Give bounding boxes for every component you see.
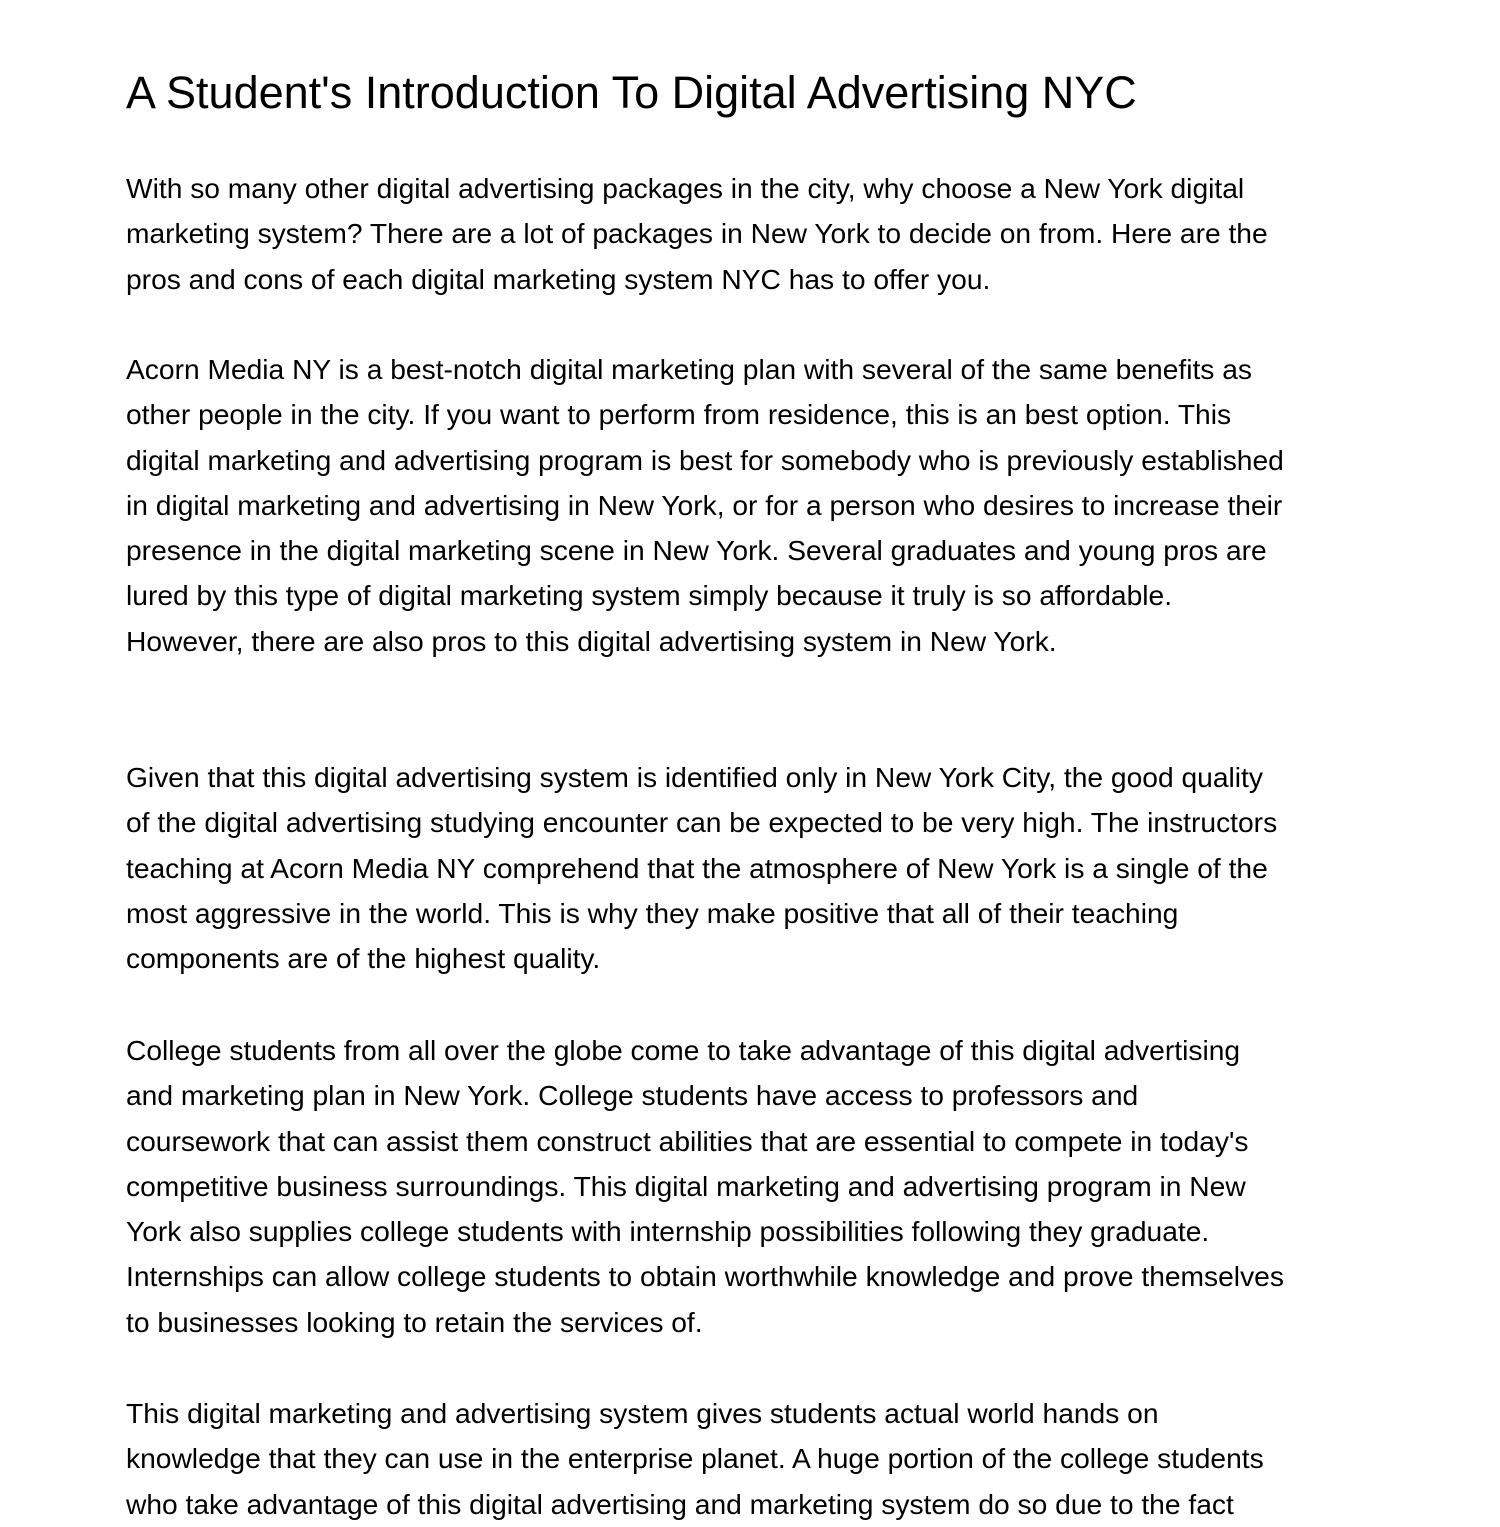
paragraph-5 bbox=[126, 1391, 1426, 1527]
text-line: in digital marketing and advertising in New York, or for a person who desires to increase their bbox=[126, 488, 1283, 521]
paragraph-2 bbox=[126, 347, 1426, 664]
text-line: competitive business surroundings. This digital marketing and advertising program in New bbox=[126, 1169, 1246, 1202]
paragraph-4 bbox=[126, 1028, 1426, 1345]
text-line: digital marketing and advertising program is best for somebody who is previously established bbox=[126, 443, 1284, 476]
text-line: of the digital advertising studying encounter can be expected to be very high. The instructors bbox=[126, 806, 1278, 839]
text-line: Given that this digital advertising system is identified only in New York City, the good quality bbox=[126, 761, 1263, 793]
text-line: teaching at Acorn Media NY comprehend that the atmosphere of New York is a single of the bbox=[126, 851, 1268, 884]
text-line: lured by this type of digital marketing system simply because it truly is so affordable. bbox=[126, 579, 1173, 612]
text-line: This digital marketing and advertising system gives students actual world hands on bbox=[126, 1397, 1159, 1429]
text-line: and marketing plan in New York. College students have access to professors and bbox=[126, 1079, 1139, 1112]
text-line: knowledge that they can use in the enterprise planet. A huge portion of the college students bbox=[126, 1442, 1264, 1475]
text-line: who take advantage of this digital advertising and marketing system do so due to the fact bbox=[126, 1487, 1234, 1520]
text-line: other people in the city. If you want to perform from residence, this is an best option. This bbox=[126, 398, 1232, 431]
paragraph-1 bbox=[126, 166, 1426, 302]
text-line: to businesses looking to retain the services of. bbox=[126, 1305, 703, 1338]
document-title: A Student's Introduction To Digital Advertising NYC bbox=[126, 67, 1137, 118]
text-line: With so many other digital advertising packages in the city, why choose a New York digital bbox=[126, 172, 1245, 204]
text-line: presence in the digital marketing scene in New York. Several graduates and young pros are bbox=[126, 534, 1267, 567]
text-line: College students from all over the globe come to take advantage of this digital advertising bbox=[126, 1034, 1241, 1066]
text-line: components are of the highest quality. bbox=[126, 942, 601, 975]
text-line: Internships can allow college students to obtain worthwhile knowledge and prove themselves bbox=[126, 1260, 1284, 1293]
text-line: Acorn Media NY is a best-notch digital marketing plan with several of the same benefits as bbox=[126, 353, 1252, 385]
paragraph-3 bbox=[126, 755, 1426, 981]
text-line: coursework that can assist them construct abilities that are essential to compete in today's bbox=[126, 1124, 1249, 1157]
text-line: However, there are also pros to this digital advertising system in New York. bbox=[126, 624, 1057, 657]
text-line: York also supplies college students with internship possibilities following they graduate. bbox=[126, 1215, 1210, 1248]
text-line: pros and cons of each digital marketing system NYC has to offer you. bbox=[126, 262, 991, 295]
text-line: marketing system? There are a lot of packages in New York to decide on from. Here are the bbox=[126, 217, 1268, 250]
text-line: most aggressive in the world. This is why they make positive that all of their teaching bbox=[126, 896, 1179, 929]
